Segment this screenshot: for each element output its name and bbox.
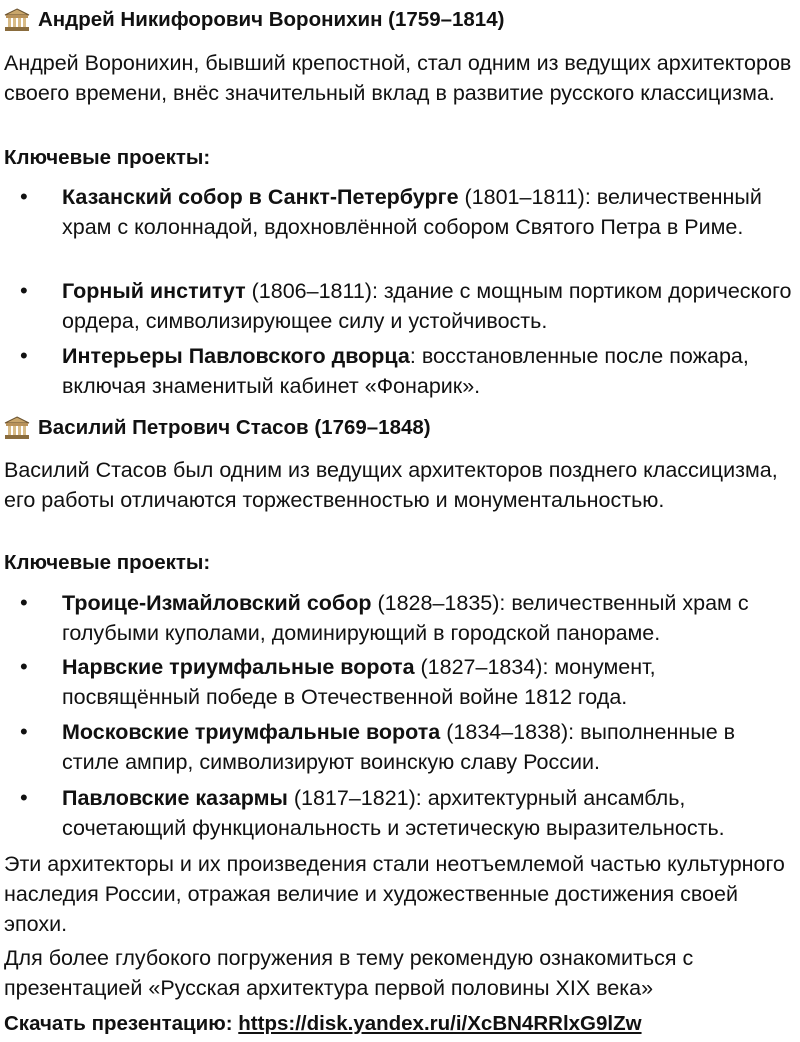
project-description: (1801–1811): величественный храм с колоннадой, вдохновлённой собором Святого Петра в Риме. (62, 185, 762, 239)
projects-heading: Ключевые проекты: (4, 146, 211, 169)
conclusion-paragraph: Эти архитекторы и их произведения стали неотъемлемой частью культурного наследия России, отражая величие и художественные достижения своей эпохи. (4, 852, 785, 936)
bullet: • (20, 590, 28, 615)
list-item (20, 783, 797, 843)
classical-building-icon (4, 8, 30, 32)
bullet: • (20, 785, 28, 810)
project-description: (1828–1835): величественный храм с голубыми куполами, доминирующий в городской панораме. (62, 591, 749, 645)
list-item (20, 341, 797, 401)
list-item (20, 717, 797, 777)
recommendation-paragraph: Для более глубокого погружения в тему рекомендую ознакомиться с презентацией «Русская архитектура первой половины XIX века» (4, 946, 694, 1000)
bullet: • (20, 654, 28, 679)
project-name: Горный институт (62, 279, 246, 303)
project-name: Московские триумфальные ворота (62, 720, 441, 744)
list-item (20, 182, 797, 242)
list-item (20, 652, 797, 712)
download-label: Скачать презентацию: (4, 1012, 239, 1035)
section-title: Андрей Никифорович Воронихин (1759–1814) (38, 8, 505, 31)
project-description: : восстановленные после пожара, включая знаменитый кабинет «Фонарик». (62, 344, 749, 398)
classical-building-icon (4, 416, 30, 440)
list-item (20, 588, 797, 648)
bullet: • (20, 184, 28, 209)
project-name: Нарвские триумфальные ворота (62, 655, 415, 679)
download-line (4, 1010, 642, 1038)
project-name: Троице-Измайловский собор (62, 591, 372, 615)
section-heading-voronikhin (4, 6, 504, 34)
section-intro: Андрей Воронихин, бывший крепостной, стал одним из ведущих архитекторов своего времени, внёс значительный вклад в развитие русского классицизма. (4, 51, 792, 105)
bullet: • (20, 278, 28, 303)
project-description: (1827–1834): монумент, посвящённый победе в Отечественной войне 1812 года. (62, 655, 656, 709)
bullet: • (20, 343, 28, 368)
project-name: Казанский собор в Санкт-Петербурге (62, 185, 459, 209)
section-title: Василий Петрович Стасов (1769–1848) (38, 416, 431, 439)
project-description: (1806–1811): здание с мощным портиком дорического ордера, символизирующее силу и устойчивость. (62, 279, 792, 333)
projects-heading: Ключевые проекты: (4, 551, 211, 574)
project-description: (1817–1821): архитектурный ансамбль, сочетающий функциональность и эстетическую выразительность. (62, 786, 725, 840)
list-item (20, 276, 797, 336)
section-intro: Василий Стасов был одним из ведущих архитекторов позднего классицизма, его работы отличаются торжественностью и монументальностью. (4, 458, 778, 512)
project-description: (1834–1838): выполненные в стиле ампир, символизируют воинскую славу России. (62, 720, 736, 774)
bullet: • (20, 719, 28, 744)
project-name: Павловские казармы (62, 786, 288, 810)
download-link[interactable]: https://disk.yandex.ru/i/XcBN4RRlxG9lZw (238, 1012, 642, 1035)
section-heading-stasov (4, 414, 431, 442)
project-name: Интерьеры Павловского дворца (62, 344, 410, 368)
